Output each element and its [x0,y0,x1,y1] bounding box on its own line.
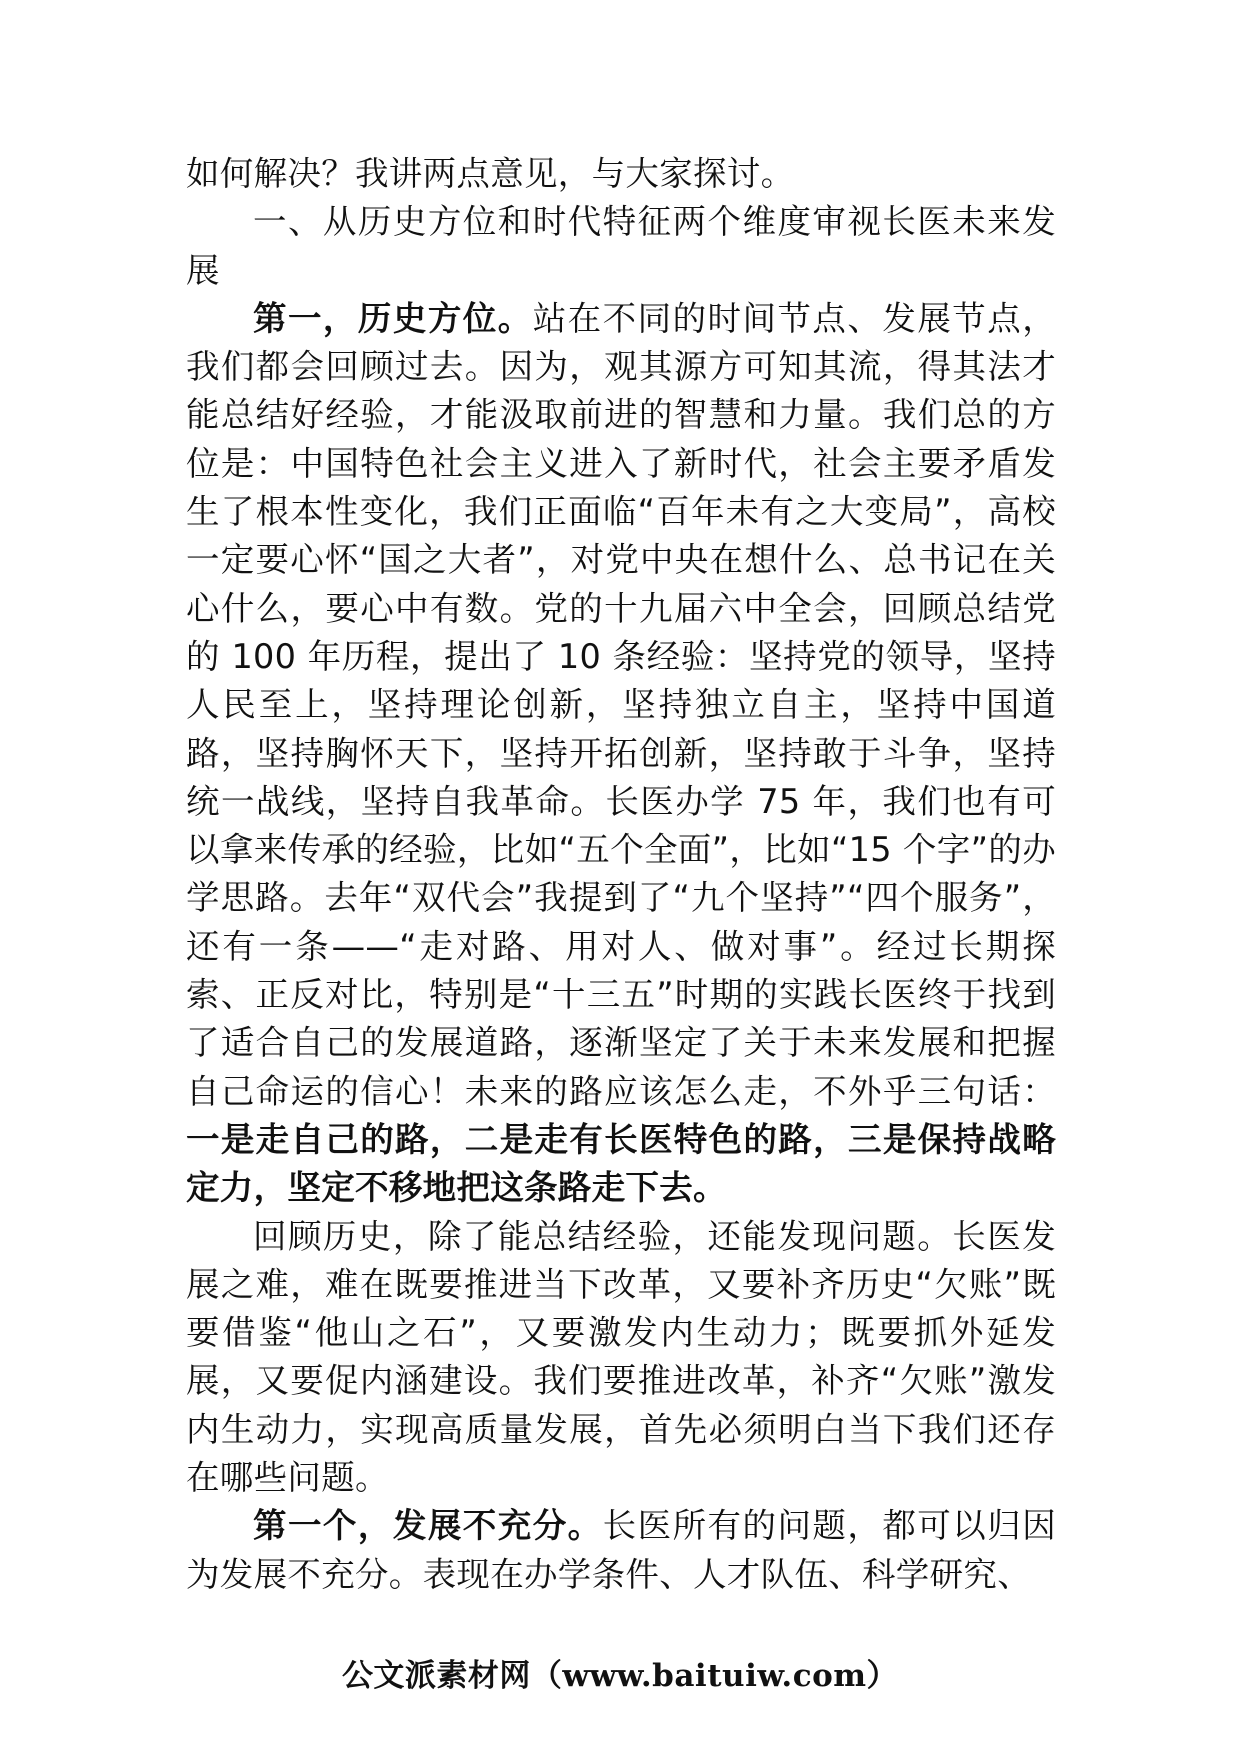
document-body [186,150,1056,1599]
paragraph-conclusion-bold: 一是走自己的路，二是走有长医特色的路，三是保持战略定力，坚定不移地把这条路走下去。 [186,1119,1056,1208]
paragraph-review-history [186,1213,1056,1503]
paragraph-insufficient-development [186,1502,1056,1599]
paragraph-lead-bold: 第一个，发展不充分。 [253,1506,603,1546]
paragraph-intro [186,150,1056,198]
paragraph-text: 站在不同的时间节点、发展节点，我们都会回顾过去。因为，观其源方可知其流，得其法才能总结好经验，才能汲取前进的智慧和力量。我们总的方位是：中国特色社会主义进入了新时代，社会主要矛盾发生了根本性变化，我们正面临“百年未有之大变局”，高校一定要心怀“国之大者”，对党中央在想什么、总书记在关心什么，要心中有数。党的十九届六中全会，回顾总结党的 100 年历程，提出了 10 条经验：坚持党的领导，坚持人民至上，坚持理论创新，坚持独立自主，坚持中国道路，坚持胸怀天下，坚持开拓创新，坚持敢于斗争，坚持统一战线，坚持自我革命。长医办学 75 年，我们也有可以拿来传承的经验，比如“五个全面”，比如“15 个字”的办学思路。去年“双代会”我提到了“九个坚持”“四个服务”，还有一条——“走对路、用对人、做对事”。经过长期探索、正反对比，特别是“十三五”时期的实践长医终于找到了适合自己的发展道路，逐渐坚定了关于未来发展和把握自己命运的信心！未来的路应该怎么走，不外乎三句话： [186,298,1057,1111]
page-footer: 公文派素材网（www.baituiw.com） [341,1658,899,1694]
section-heading [186,198,1056,295]
paragraph-historical-position [186,295,1056,1213]
paragraph-lead-bold: 第一，历史方位。 [253,298,533,338]
paragraph-text: 如何解决？我讲两点意见，与大家探讨。 [186,154,795,193]
section-heading-text: 一、从历史方位和时代特征两个维度审视长医未来发展 [186,202,1056,290]
paragraph-text: 回顾历史，除了能总结经验，还能发现问题。长医发展之难，难在既要推进当下改革，又要补齐历史“欠账”既要借鉴“他山之石”，又要激发内生动力；既要抓外延发展，又要促内涵建设。我们要推进改革，补齐“欠账”激发内生动力，实现高质量发展，首先必须明白当下我们还存在哪些问题。 [186,1216,1056,1498]
paragraph-text: 长医所有的问题，都可以归因为发展不充分。表现在办学条件、人才队伍、科学研究、 [186,1506,1057,1594]
